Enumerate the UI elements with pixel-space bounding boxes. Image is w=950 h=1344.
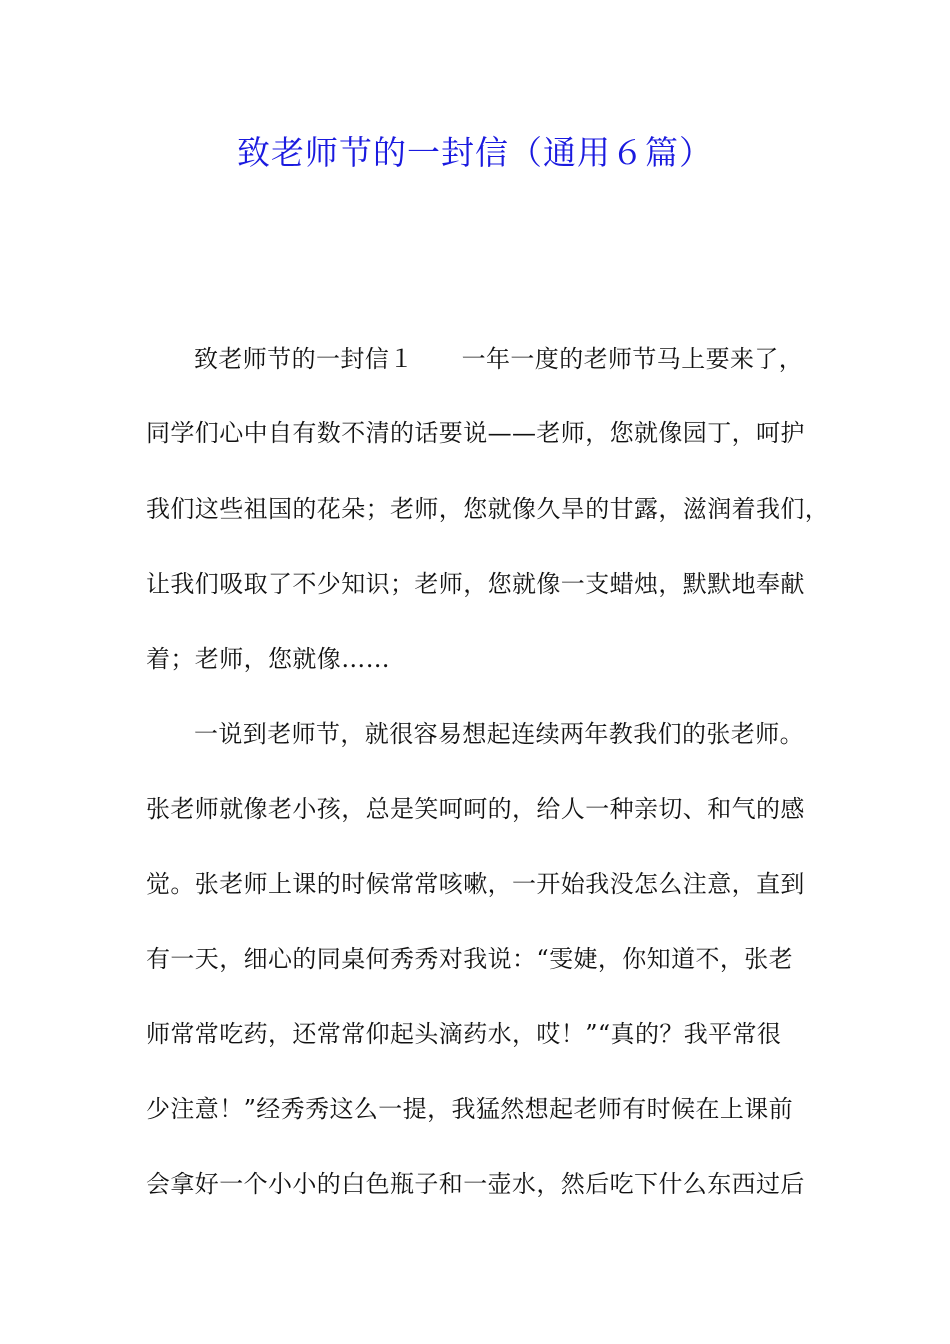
paragraph-2-line-7: 会拿好一个小小的白色瓶子和一壶水，然后吃下什么东西过后	[146, 1170, 805, 1198]
paragraph-2-line-2: 张老师就像老小孩，总是笑呵呵的，给人一种亲切、和气的感	[146, 795, 805, 823]
line-text: 一年一度的老师节马上要来了，	[461, 345, 804, 373]
document-title: 致老师节的一封信（通用６篇）	[237, 133, 713, 172]
paragraph-1-line-3: 我们这些祖国的花朵；老师，您就像久旱的甘露，滋润着我们，	[146, 495, 830, 523]
paragraph-2-line-4: 有一天，细心的同桌何秀秀对我说：“雯婕，你知道不，张老	[146, 945, 794, 973]
letter-heading: 致老师节的一封信１	[194, 345, 414, 373]
paragraph-2-line-6: 少注意！”经秀秀这么一提，我猛然想起老师有时候在上课前	[146, 1095, 794, 1123]
paragraph-1-line-1	[194, 339, 884, 379]
paragraph-1-line-2: 同学们心中自有数不清的话要说——老师，您就像园丁，呵护	[146, 419, 805, 447]
paragraph-2-line-5: 师常常吃药，还常常仰起头滴药水，哎！”“真的？我平常很	[146, 1020, 782, 1048]
paragraph-2-line-3: 觉。张老师上课的时候常常咳嗽，一开始我没怎么注意，直到	[146, 870, 805, 898]
paragraph-2-line-1: 一说到老师节，就很容易想起连续两年教我们的张老师。	[194, 720, 804, 748]
paragraph-1-line-4: 让我们吸取了不少知识；老师，您就像一支蜡烛，默默地奉献	[146, 570, 805, 598]
paragraph-1-line-5: 着；老师，您就像……	[146, 645, 390, 673]
